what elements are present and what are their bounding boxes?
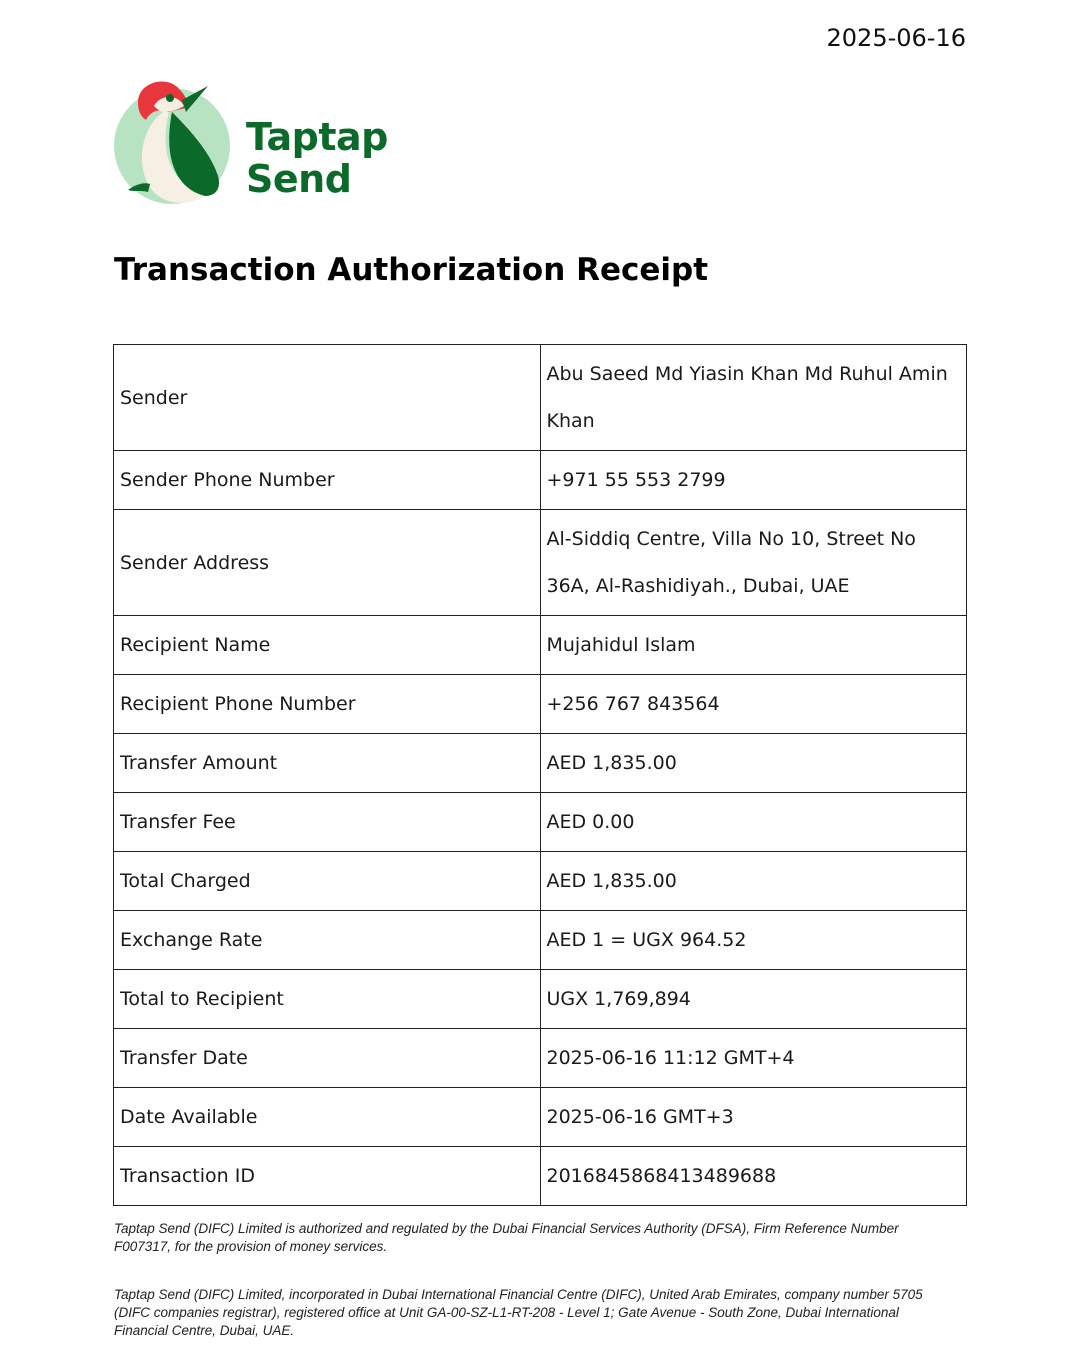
row-label: Transaction ID — [114, 1147, 541, 1206]
row-value: +971 55 553 2799 — [540, 451, 967, 510]
row-value: Abu Saeed Md Yiasin Khan Md Ruhul Amin Khan — [540, 345, 967, 451]
table-row — [114, 734, 967, 793]
row-label: Sender — [114, 345, 541, 451]
row-label: Recipient Name — [114, 616, 541, 675]
row-value: 2025-06-16 GMT+3 — [540, 1088, 967, 1147]
logo-wordmark — [246, 116, 388, 200]
row-label: Transfer Fee — [114, 793, 541, 852]
row-label: Exchange Rate — [114, 911, 541, 970]
table-row — [114, 345, 967, 451]
row-label: Total Charged — [114, 852, 541, 911]
row-value: AED 1,835.00 — [540, 852, 967, 911]
row-value: 2025-06-16 11:12 GMT+4 — [540, 1029, 967, 1088]
table-row — [114, 1147, 967, 1206]
table-row — [114, 1088, 967, 1147]
row-value: AED 0.00 — [540, 793, 967, 852]
taptap-send-logo — [110, 72, 410, 207]
logo-wordmark-line2: Send — [246, 157, 352, 201]
row-value: AED 1 = UGX 964.52 — [540, 911, 967, 970]
table-row — [114, 675, 967, 734]
bird-logo-icon — [110, 72, 235, 207]
row-label: Recipient Phone Number — [114, 675, 541, 734]
table-row — [114, 970, 967, 1029]
row-value: 2016845868413489688 — [540, 1147, 967, 1206]
row-value: Al-Siddiq Centre, Villa No 10, Street No 36A, Al-Rashidiyah., Dubai, UAE — [540, 510, 967, 616]
table-row — [114, 510, 967, 616]
row-value: UGX 1,769,894 — [540, 970, 967, 1029]
row-value: +256 767 843564 — [540, 675, 967, 734]
table-row — [114, 911, 967, 970]
logo-wordmark-line1: Taptap — [246, 115, 388, 159]
receipt-table — [113, 344, 967, 1206]
table-row — [114, 793, 967, 852]
row-value: Mujahidul Islam — [540, 616, 967, 675]
table-row — [114, 852, 967, 911]
row-label: Transfer Amount — [114, 734, 541, 793]
row-label: Sender Address — [114, 510, 541, 616]
table-row — [114, 1029, 967, 1088]
row-label: Date Available — [114, 1088, 541, 1147]
receipt-date: 2025-06-16 — [826, 24, 966, 52]
regulation-notice: Taptap Send (DIFC) Limited is authorized and regulated by the Dubai Financial Services Authority (DFSA), Firm Reference Number F007317, for the provision of money services. — [114, 1221, 899, 1254]
table-row — [114, 451, 967, 510]
incorporation-notice: Taptap Send (DIFC) Limited, incorporated in Dubai International Financial Centre (DIFC), United Arab Emirates, company number 5705 (DIFC companies registrar), registered office at Unit GA-00-SZ-L1-RT-208 - Level 1; Gate Avenue - South Zone, Dubai International Financial Centre, Dubai, UAE. — [114, 1287, 923, 1338]
table-row — [114, 616, 967, 675]
page-title: Transaction Authorization Receipt — [114, 252, 709, 288]
row-label: Sender Phone Number — [114, 451, 541, 510]
row-label: Total to Recipient — [114, 970, 541, 1029]
row-value: AED 1,835.00 — [540, 734, 967, 793]
row-label: Transfer Date — [114, 1029, 541, 1088]
